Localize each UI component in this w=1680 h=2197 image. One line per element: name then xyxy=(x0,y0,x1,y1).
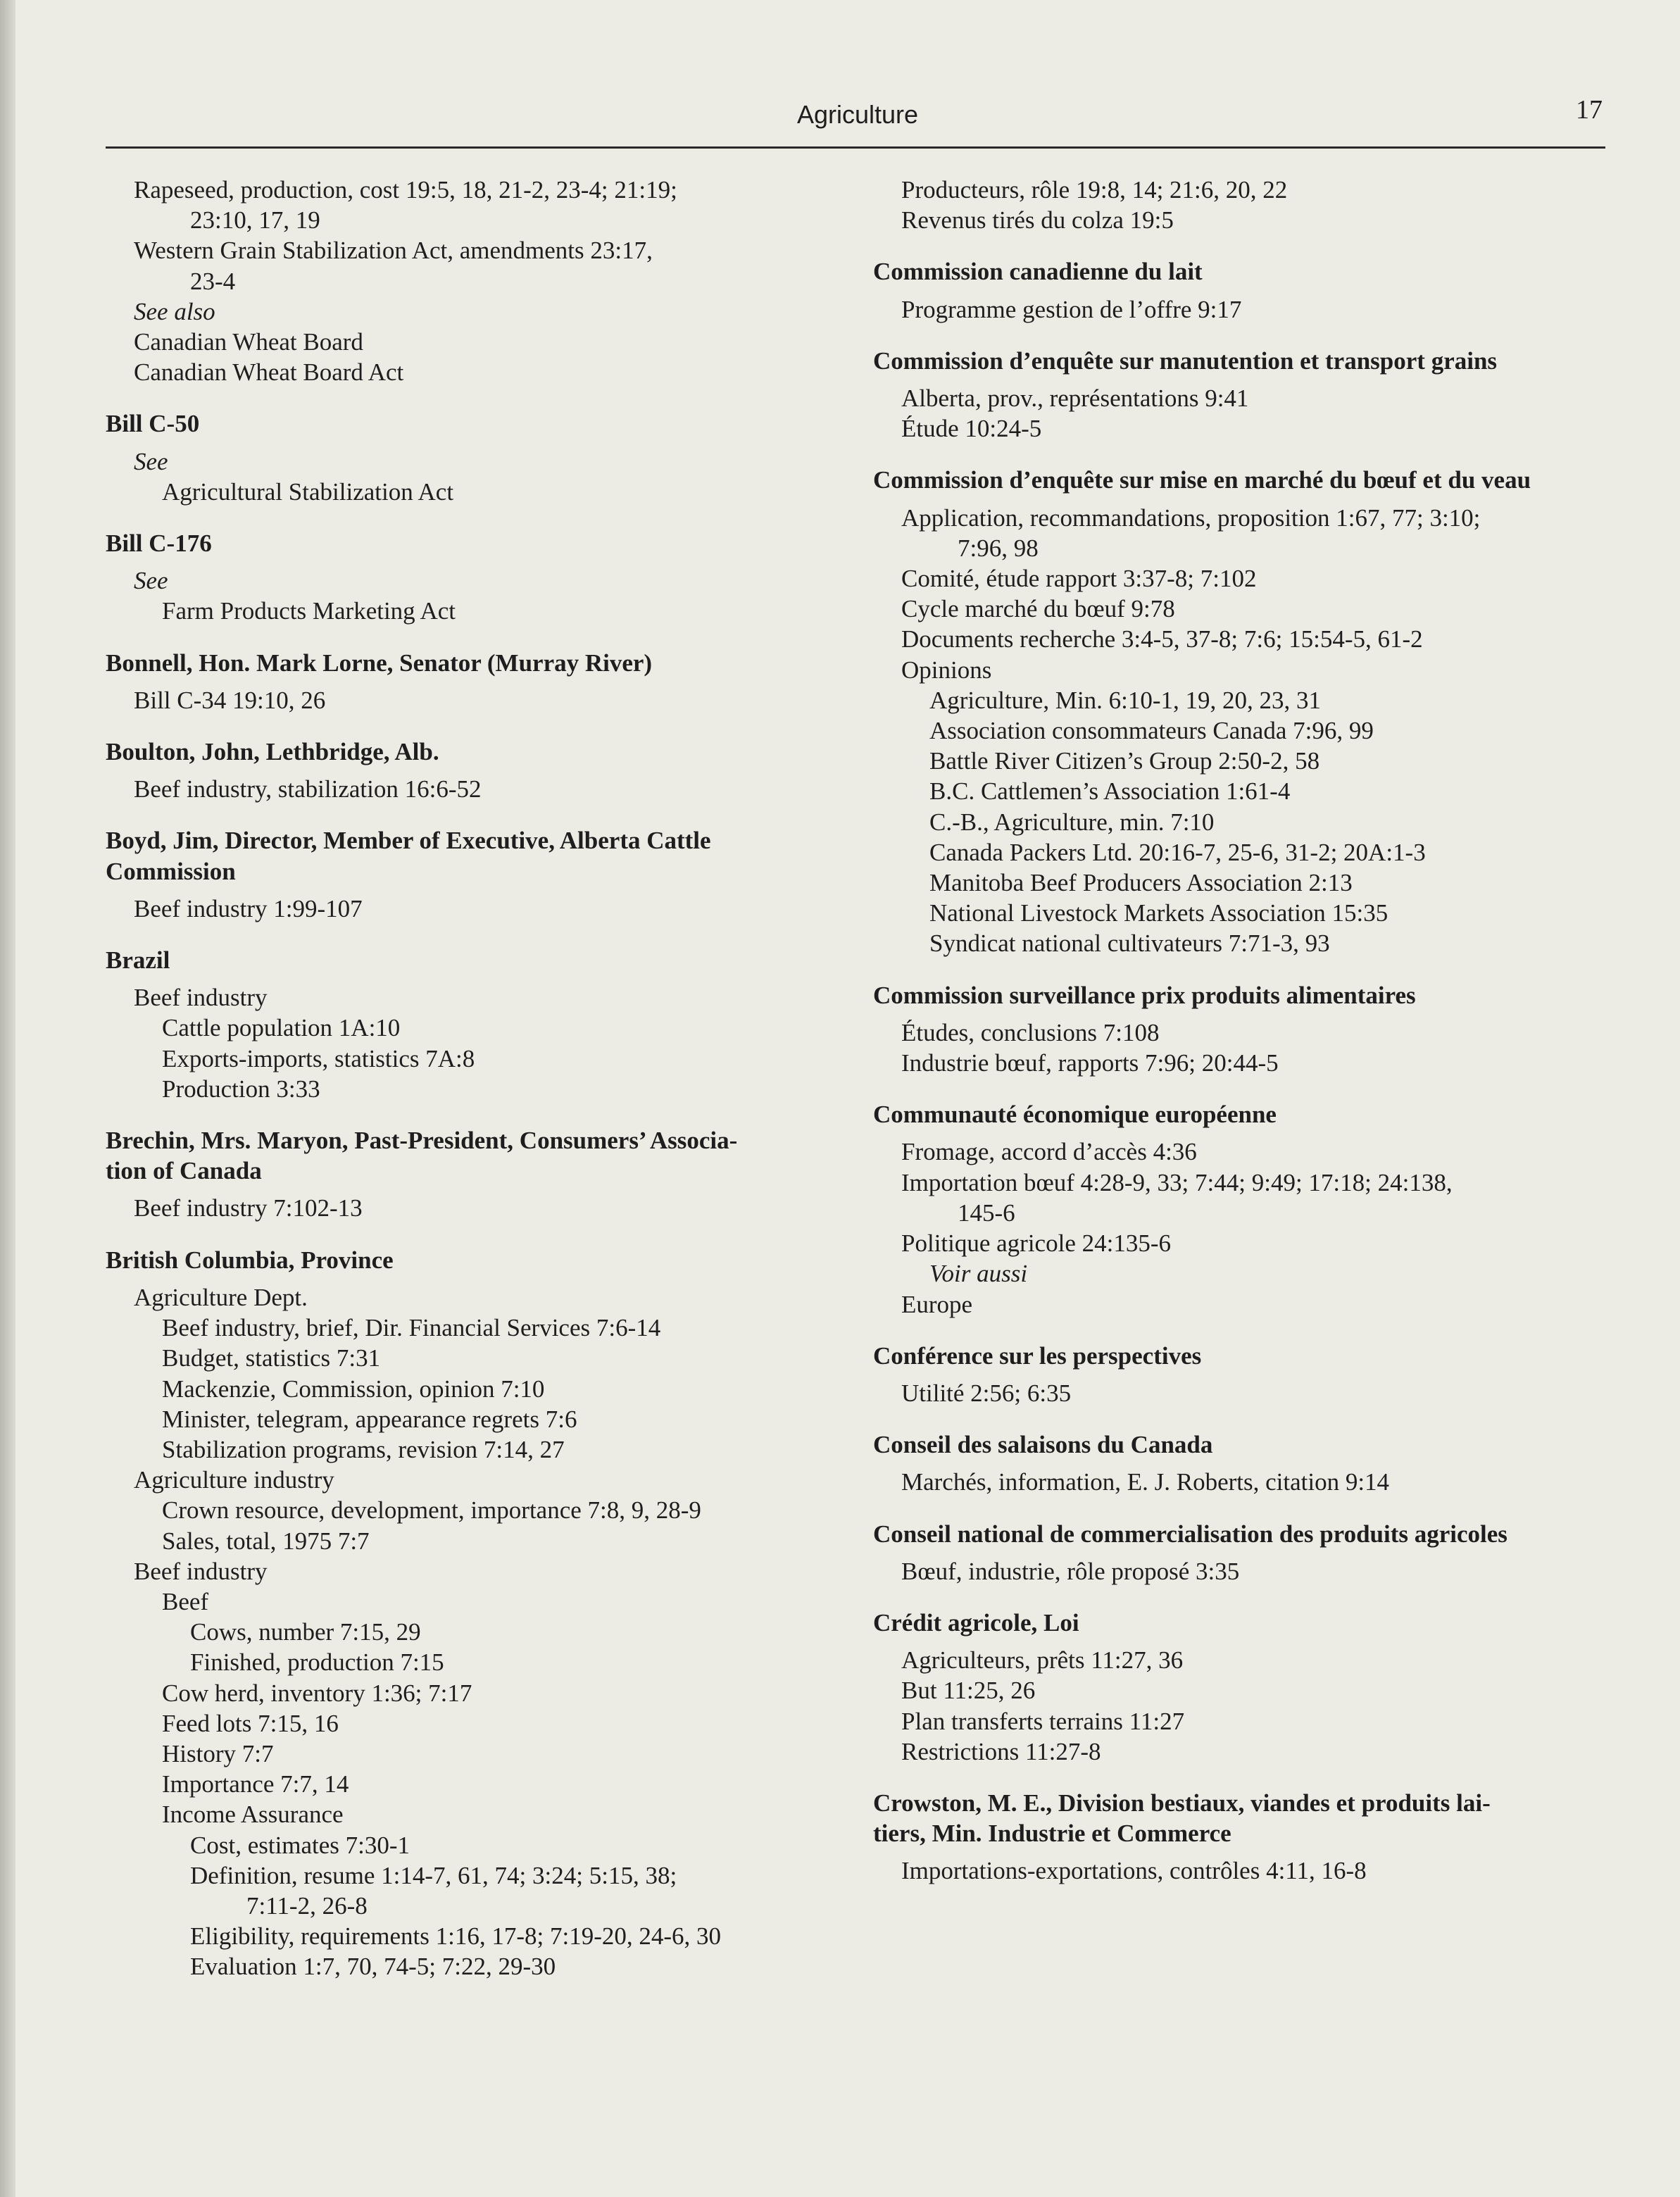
index-entry: Cow herd, inventory 1:36; 7:17 xyxy=(162,1679,472,1707)
index-entry: Études, conclusions 7:108 xyxy=(901,1018,1160,1046)
index-entry: 7:96, 98 xyxy=(958,534,1039,562)
index-entry: Canadian Wheat Board Act xyxy=(134,358,404,387)
index-entry: Minister, telegram, appearance regrets 7:6 xyxy=(162,1405,577,1433)
index-entry: Importations-exportations, contrôles 4:11, 16-8 xyxy=(901,1857,1367,1885)
index-entry: Europe xyxy=(901,1290,973,1318)
index-entry: Beef xyxy=(162,1587,209,1615)
index-entry: Industrie bœuf, rapports 7:96; 20:44-5 xyxy=(901,1049,1279,1077)
index-heading: Commission xyxy=(106,857,236,885)
index-heading: Conseil national de commercialisation des produits agricoles xyxy=(873,1520,1507,1548)
index-heading: Boulton, John, Lethbridge, Alb. xyxy=(106,738,439,766)
index-entry: Beef industry, stabilization 16:6-52 xyxy=(134,775,482,803)
index-heading: Bonnell, Hon. Mark Lorne, Senator (Murray River) xyxy=(106,649,653,677)
index-entry: Mackenzie, Commission, opinion 7:10 xyxy=(162,1375,545,1403)
index-entry: 23-4 xyxy=(190,267,236,295)
index-entry: Cows, number 7:15, 29 xyxy=(190,1618,421,1646)
index-entry: Agricultural Stabilization Act xyxy=(162,477,454,506)
index-entry: Definition, resume 1:14-7, 61, 74; 3:24; 5:15, 38; xyxy=(190,1861,677,1889)
index-entry: Stabilization programs, revision 7:14, 27 xyxy=(162,1435,565,1463)
index-column-right xyxy=(873,175,1619,1886)
index-entry: Étude 10:24-5 xyxy=(901,415,1042,443)
index-heading: Communauté économique européenne xyxy=(873,1101,1277,1129)
index-heading: Commission d’enquête sur manutention et transport grains xyxy=(873,346,1498,375)
index-entry: Comité, étude rapport 3:37-8; 7:102 xyxy=(901,565,1257,593)
index-entry: Manitoba Beef Producers Association 2:13 xyxy=(929,869,1353,897)
index-entry: History 7:7 xyxy=(162,1739,274,1767)
index-heading: Commission surveillance prix produits alimentaires xyxy=(873,981,1416,1009)
index-heading: Commission canadienne du lait xyxy=(873,258,1203,286)
index-entry: Beef industry 7:102-13 xyxy=(134,1194,363,1222)
index-entry: Rapeseed, production, cost 19:5, 18, 21-2, 23-4; 21:19; xyxy=(134,176,677,204)
index-entry: Exports-imports, statistics 7A:8 xyxy=(162,1044,475,1072)
index-entry: Agriculture, Min. 6:10-1, 19, 20, 23, 31 xyxy=(929,686,1322,714)
index-entry: Programme gestion de l’offre 9:17 xyxy=(901,295,1242,323)
index-entry: See also xyxy=(134,297,215,325)
index-entry: Feed lots 7:15, 16 xyxy=(162,1709,339,1737)
index-entry: Crown resource, development, importance 7:8, 9, 28-9 xyxy=(162,1496,701,1525)
index-heading: Boyd, Jim, Director, Member of Executive, Alberta Cattle xyxy=(106,827,711,855)
index-entry: Producteurs, rôle 19:8, 14; 21:6, 20, 22 xyxy=(901,176,1288,204)
index-entry: Cost, estimates 7:30-1 xyxy=(190,1831,410,1859)
index-entry: 23:10, 17, 19 xyxy=(190,206,320,234)
index-entry: Importance 7:7, 14 xyxy=(162,1770,349,1798)
index-entry: C.-B., Agriculture, min. 7:10 xyxy=(929,808,1215,836)
index-entry: Restrictions 11:27-8 xyxy=(901,1737,1101,1765)
index-entry: Beef industry xyxy=(134,1557,268,1585)
index-heading: Brazil xyxy=(106,946,170,975)
index-entry: Voir aussi xyxy=(929,1260,1028,1288)
index-entry: Association consommateurs Canada 7:96, 99 xyxy=(929,717,1374,745)
index-entry: 7:11-2, 26-8 xyxy=(246,1891,368,1920)
index-entry: Plan transferts terrains 11:27 xyxy=(901,1707,1185,1735)
index-entry: B.C. Cattlemen’s Association 1:61-4 xyxy=(929,777,1291,806)
header-rule xyxy=(106,146,1605,149)
index-entry: Canada Packers Ltd. 20:16-7, 25-6, 31-2; 20A:1-3 xyxy=(929,838,1426,866)
index-entry: Income Assurance xyxy=(162,1801,344,1829)
index-entry: Farm Products Marketing Act xyxy=(162,597,456,625)
index-entry: Fromage, accord d’accès 4:36 xyxy=(901,1138,1197,1166)
index-entry: Revenus tirés du colza 19:5 xyxy=(901,206,1174,234)
index-entry: Eligibility, requirements 1:16, 17-8; 7:19-20, 24-6, 30 xyxy=(190,1922,722,1951)
page-edge-shadow xyxy=(0,0,15,2197)
index-entry: But 11:25, 26 xyxy=(901,1677,1036,1705)
index-entry: Battle River Citizen’s Group 2:50-2, 58 xyxy=(929,747,1320,775)
index-heading: Crédit agricole, Loi xyxy=(873,1608,1079,1636)
index-entry: Cycle marché du bœuf 9:78 xyxy=(901,595,1175,623)
index-entry: 145-6 xyxy=(958,1198,1015,1227)
index-entry: Bœuf, industrie, rôle proposé 3:35 xyxy=(901,1557,1240,1585)
index-heading: Bill C-176 xyxy=(106,530,212,558)
index-entry: Agriculture Dept. xyxy=(134,1283,308,1311)
index-heading: Commission d’enquête sur mise en marché du bœuf et du veau xyxy=(873,466,1531,494)
index-entry: Beef industry xyxy=(134,984,268,1012)
index-entry: See xyxy=(134,447,168,475)
index-heading: tiers, Min. Industrie et Commerce xyxy=(873,1820,1231,1848)
index-entry: Sales, total, 1975 7:7 xyxy=(162,1527,370,1555)
index-entry: Documents recherche 3:4-5, 37-8; 7:6; 15:54-5, 61-2 xyxy=(901,625,1423,653)
index-entry: Canadian Wheat Board xyxy=(134,328,363,356)
index-entry: Beef industry, brief, Dir. Financial Services 7:6-14 xyxy=(162,1314,661,1342)
index-heading: Bill C-50 xyxy=(106,410,200,438)
index-entry: Beef industry 1:99-107 xyxy=(134,894,363,922)
index-entry: Finished, production 7:15 xyxy=(190,1648,444,1677)
index-entry: National Livestock Markets Association 15:35 xyxy=(929,899,1388,927)
index-entry: Importation bœuf 4:28-9, 33; 7:44; 9:49; 17:18; 24:138, xyxy=(901,1168,1453,1196)
index-entry: Production 3:33 xyxy=(162,1075,320,1103)
index-entry: Marchés, information, E. J. Roberts, citation 9:14 xyxy=(901,1468,1390,1496)
index-entry: Alberta, prov., représentations 9:41 xyxy=(901,384,1249,413)
index-entry: Application, recommandations, proposition 1:67, 77; 3:10; xyxy=(901,503,1481,532)
index-entry: Opinions xyxy=(901,656,992,684)
index-entry: Budget, statistics 7:31 xyxy=(162,1344,381,1372)
page-number: 17 xyxy=(1576,95,1603,125)
index-entry: Agriculture industry xyxy=(134,1466,334,1494)
index-entry: See xyxy=(134,567,168,595)
running-header-title: Agriculture xyxy=(796,100,919,129)
index-heading: Crowston, M. E., Division bestiaux, viandes et produits lai- xyxy=(873,1789,1491,1817)
index-entry: Utilité 2:56; 6:35 xyxy=(901,1379,1072,1407)
index-entry: Agriculteurs, prêts 11:27, 36 xyxy=(901,1646,1184,1675)
index-entry: Bill C-34 19:10, 26 xyxy=(134,686,326,714)
index-entry: Evaluation 1:7, 70, 74-5; 7:22, 29-30 xyxy=(190,1953,556,1981)
index-heading: British Columbia, Province xyxy=(106,1246,394,1274)
index-heading: Brechin, Mrs. Maryon, Past-President, Consumers’ Associa- xyxy=(106,1127,738,1155)
index-entry: Cattle population 1A:10 xyxy=(162,1014,401,1042)
index-entry: Politique agricole 24:135-6 xyxy=(901,1229,1171,1258)
index-heading: Conférence sur les perspectives xyxy=(873,1341,1202,1370)
index-column-left xyxy=(106,175,858,1982)
index-entry: Syndicat national cultivateurs 7:71-3, 93 xyxy=(929,930,1330,958)
index-heading: Conseil des salaisons du Canada xyxy=(873,1431,1213,1459)
index-entry: Western Grain Stabilization Act, amendments 23:17, xyxy=(134,237,653,265)
index-heading: tion of Canada xyxy=(106,1157,262,1185)
